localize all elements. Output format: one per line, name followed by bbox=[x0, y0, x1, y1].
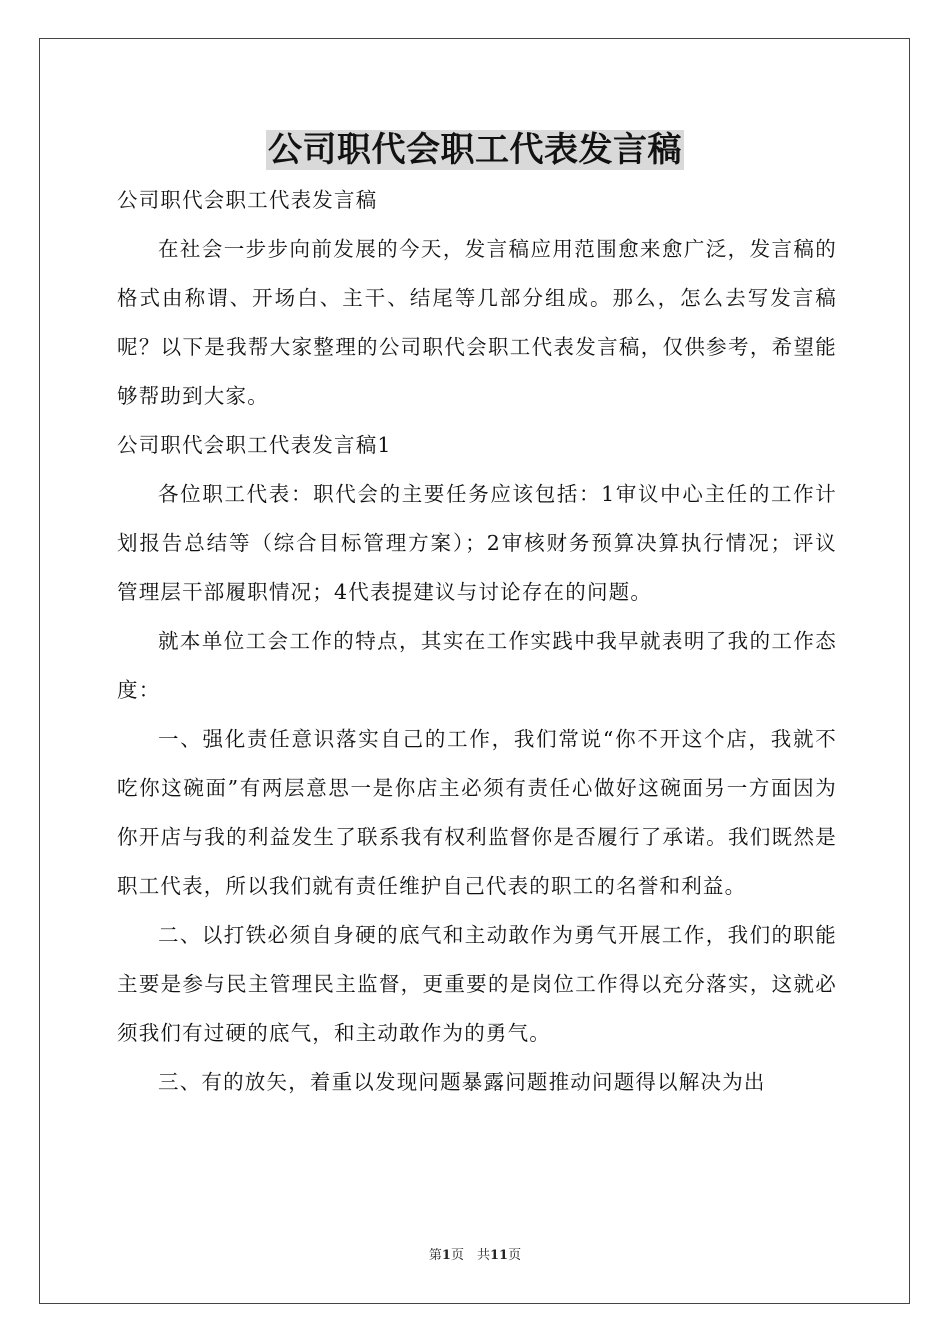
body-paragraph: 一、强化责任意识落实自己的工作，我们常说“你不开这个店，我就不吃你这碗面”有两层意思一是你店主必须有责任心做好这碗面另一方面因为你开店与我的利益发生了联系我有权利监督你是否履行了承诺。我们既然是职工代表，所以我们就有责任维护自己代表的职工的名誉和利益。 bbox=[117, 727, 837, 898]
page-prefix: 第 bbox=[428, 1248, 442, 1263]
total-page-count: 11 bbox=[489, 1248, 509, 1263]
body-paragraph: 就本单位工会工作的特点，其实在工作实践中我早就表明了我的工作态度： bbox=[117, 629, 837, 702]
body-paragraph: 二、以打铁必须自身硬的底气和主动敢作为勇气开展工作，我们的职能主要是参与民主管理民主监督，更重要的是岗位工作得以充分落实，这就必须我们有过硬的底气，和主动敢作为的勇气。 bbox=[117, 923, 837, 1045]
document-body bbox=[117, 176, 837, 1107]
intro-paragraph: 在社会一步步向前发展的今天，发言稿应用范围愈来愈广泛，发言稿的格式由称谓、开场白、主干、结尾等几部分组成。那么，怎么去写发言稿呢？以下是我帮大家整理的公司职代会职工代表发言稿，仅供参考，希望能够帮助到大家。 bbox=[117, 237, 837, 408]
body-paragraph: 三、有的放矢，着重以发现问题暴露问题推动问题得以解决为出 bbox=[158, 1070, 766, 1094]
body-paragraph: 各位职工代表：职代会的主要任务应该包括：1审议中心主任的工作计划报告总结等（综合目标管理方案）；2审核财务预算决算执行情况；评议管理层干部履职情况；4代表提建议与讨论存在的问题。 bbox=[117, 482, 837, 604]
section-heading: 公司职代会职工代表发言稿1 bbox=[117, 433, 392, 457]
current-page-number: 1 bbox=[441, 1248, 451, 1263]
page-mid: 页 共 bbox=[450, 1248, 490, 1263]
subtitle-paragraph: 公司职代会职工代表发言稿 bbox=[117, 188, 378, 212]
page-number-footer bbox=[0, 1246, 950, 1266]
document-title bbox=[0, 128, 950, 172]
page-suffix: 页 bbox=[508, 1248, 522, 1263]
document-title-text: 公司职代会职工代表发言稿 bbox=[268, 130, 682, 170]
